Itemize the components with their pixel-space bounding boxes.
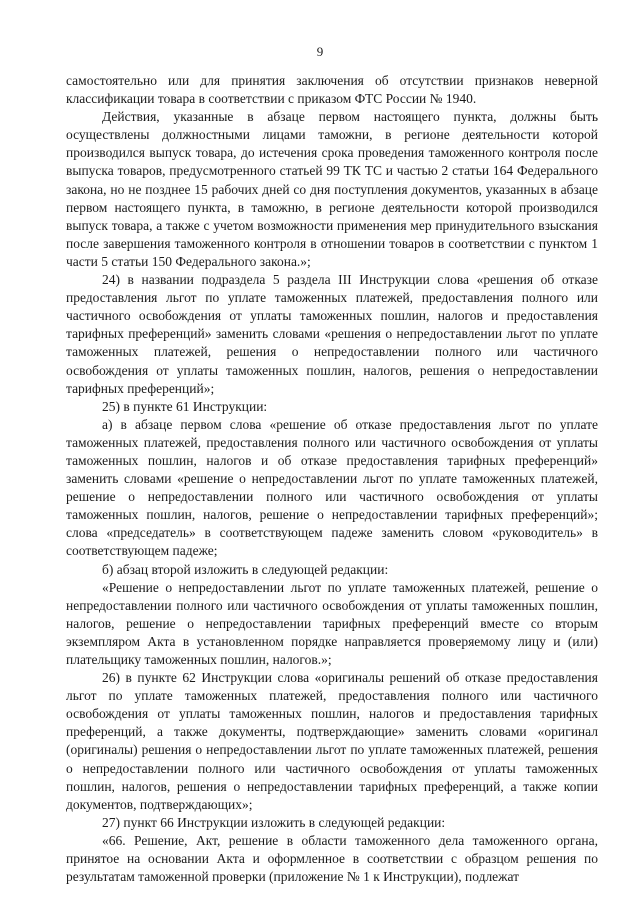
paragraph-quoted-decision: «Решение о непредоставлении льгот по уплате таможенных платежей, решение о непредоставлении полного или частичного освобождения от уплаты таможенных пошлин, налогов, решение о непредоставлении тарифных преференций вместе со вторым экземпляром Акта в установленном порядке направляется проверяемому лицу и (или) плательщику таможенных пошлин, налогов.»; (66, 579, 598, 667)
document-body (66, 72, 598, 886)
paragraph-item-27: 27) пункт 66 Инструкции изложить в следующей редакции: (102, 814, 446, 830)
paragraph-item-26: 26) в пункте 62 Инструкции слова «оригиналы решений об отказе предоставления льгот по уплате таможенных платежей, предоставления полного или частичного освобождения от уплаты таможенных пошлин, налогов и предоставления тарифных преференций, а также документы, подтверждающие» заменить словами «оригинал (оригиналы) решения о непредоставлении льгот по уплате таможенных платежей, решения о непредоставлении полного или частичного освобождения от уплаты таможенных пошлин, налогов, решения о непредоставлении тарифных преференций, а также копии документов, подтверждающих»; (66, 670, 598, 812)
paragraph-continuation: самостоятельно или для принятия заключения об отсутствии признаков неверной классификации товара в соответствии с приказом ФТС России № 1940. (66, 73, 598, 107)
paragraph-item-25b: б) абзац второй изложить в следующей редакции: (102, 561, 389, 577)
paragraph-actions: Действия, указанные в абзаце первом настоящего пункта, должны быть осуществлены должностными лицами таможни, в регионе деятельности которой производился выпуск товара, до истечения срока проведения таможенного контроля после выпуска товаров, предусмотренного статьей 99 ТК ТС и частью 2 статьи 164 Федерального закона, но не позднее 15 рабочих дней со дня поступления документов, указанных в абзаце первом настоящего пункта, в таможню, в регионе деятельности которой производился выпуск товара, а также с учетом возможности применения мер принудительного взыскания после завершения таможенного контроля в отношении товаров в соответствии с пунктом 1 части 5 статьи 150 Федерального закона.»; (66, 109, 598, 269)
paragraph-item-66: «66. Решение, Акт, решение в области таможенного дела таможенного органа, принятое на основании Акта и оформленное в соответствии с образцом решения по результатам таможенной проверки (приложение № 1 к Инструкции), подлежат (66, 832, 598, 885)
paragraph-item-25a: а) в абзаце первом слова «решение об отказе предоставления льгот по уплате таможенных платежей, предоставления полного или частичного освобождения от уплаты таможенных пошлин, налогов и об отказе предоставления тарифных преференций» заменить словами «решение о непредоставлении льгот по уплате таможенных платежей, решение о непредоставлении полного или частичного освобождения от уплаты таможенных пошлин, налогов, решение о непредоставлении тарифных преференций»; слова «председатель» в соответствующем падеже заменить словом «руководитель» в соответствующем падеже; (66, 416, 598, 559)
paragraph-item-25: 25) в пункте 61 Инструкции: (102, 398, 268, 414)
paragraph-item-24: 24) в названии подраздела 5 раздела III Инструкции слова «решения об отказе предоставления льгот по уплате таможенных платежей, предоставления полного или частичного освобождения от уплаты таможенных пошлин, налогов и предоставления тарифных преференций» заменить словами «решения о непредоставлении льгот по уплате таможенных платежей, решения о непредоставлении полного или частичного освобождения от уплаты таможенных пошлин, налогов, решения о непредоставлении тарифных преференций»; (66, 272, 598, 396)
page-number: 9 (316, 44, 324, 59)
